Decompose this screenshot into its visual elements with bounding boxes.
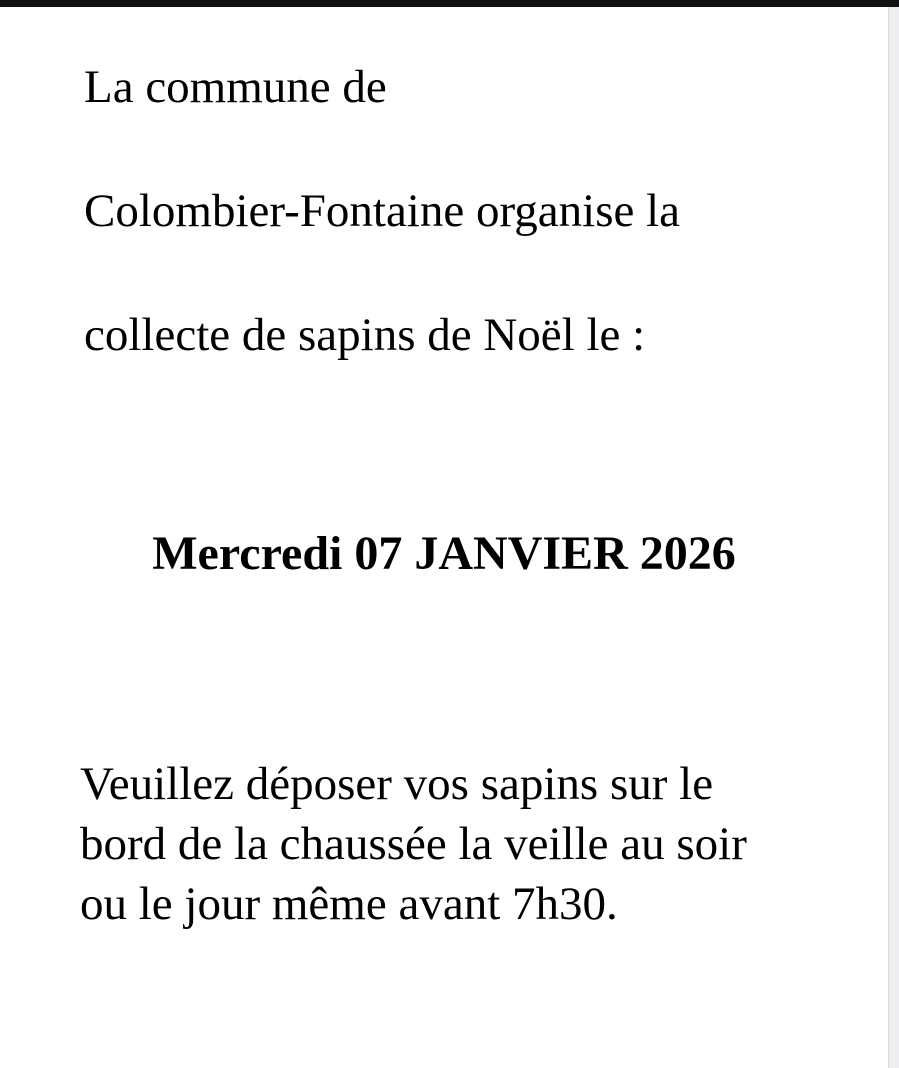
instruction-line-2: bord de la chaussée la veille au soir	[80, 818, 747, 870]
collection-date: Mercredi 07 JANVIER 2026	[152, 527, 736, 580]
instruction-line-1: Veuillez déposer vos sapins sur le	[80, 758, 714, 810]
intro-line-2: Colombier-Fontaine organise la	[84, 185, 681, 237]
top-border	[0, 0, 899, 7]
right-edge-strip	[888, 7, 899, 1068]
intro-line-3: collecte de sapins de Noël le :	[84, 309, 646, 361]
instruction-line-3: ou le jour même avant 7h30.	[80, 878, 618, 930]
intro-line-1: La commune de	[84, 61, 387, 113]
